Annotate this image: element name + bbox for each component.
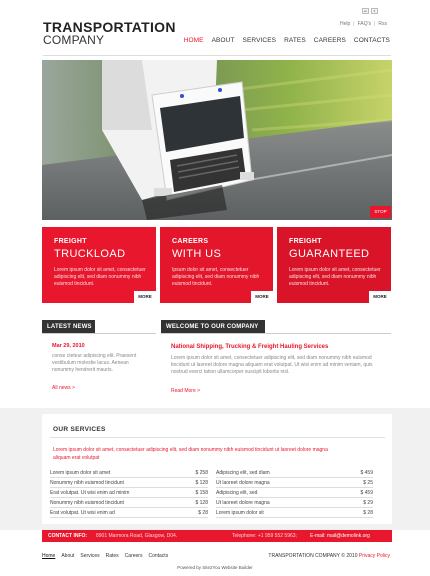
price-row (50, 498, 208, 508)
separator: | (353, 21, 355, 27)
promo-box-careers[interactable] (160, 227, 273, 303)
promo-kicker: CAREERS (172, 238, 209, 245)
promo-text: Ipsum dolor sit amet, consectetuer adipiscing elit, sed diam nonummy nibh euismod tincidunt. (172, 267, 260, 287)
powered-by[interactable]: Powered by Site2You Website Builder (177, 565, 253, 570)
service-price: $ 29 (363, 500, 373, 506)
news-date: Mar 29, 2010 (52, 343, 85, 349)
promo-kicker: FREIGHT (54, 238, 87, 245)
price-row (216, 508, 373, 518)
footer-home-link[interactable]: Home (42, 553, 56, 559)
header-divider (43, 55, 391, 56)
service-price: $ 459 (360, 470, 373, 476)
promo-text: Lorem ipsum dolor sit amet, consectetuer adipiscing elit, sed diam nonummy nibh euismod tincidunt. (54, 267, 146, 287)
promo-title: GUARANTEED (289, 248, 370, 260)
price-row (216, 468, 373, 478)
services-title: OUR SERVICES (53, 426, 106, 433)
separator: | (374, 21, 376, 27)
footer-copyright (268, 553, 390, 559)
hero-truck-image (42, 60, 392, 220)
promo-more-button[interactable]: MORE (251, 291, 273, 303)
nav-about[interactable]: ABOUT (211, 37, 235, 44)
service-name: Adipiscing elit, sed diam (216, 470, 270, 476)
service-price: $ 28 (363, 510, 373, 516)
nav-careers[interactable]: CAREERS (313, 37, 346, 44)
contact-label: CONTACT INFO: (48, 533, 88, 539)
service-price: $ 28 (198, 510, 208, 516)
lang-flag-fr[interactable]: fr (371, 8, 378, 14)
faq-link[interactable]: FAQ's (357, 21, 372, 27)
footer-rates-link[interactable]: Rates (105, 553, 119, 559)
service-name: Lorem ipsum dolor sit amet (50, 470, 111, 476)
services-intro: Lorem ipsum dolor sit amet, consectetuer adipiscing elit, sed diam nonummy nibh euismod tincidunt ut laoreet dolore magna aliquam erat volutpat (53, 447, 328, 461)
service-price: $ 128 (195, 480, 208, 486)
read-more-link[interactable]: Read More > (171, 388, 201, 394)
rss-link[interactable]: Rss (378, 21, 388, 27)
nav-home[interactable]: HOME (183, 37, 204, 44)
latest-news-tab: LATEST NEWS (42, 320, 95, 334)
price-row (216, 478, 373, 488)
price-row (50, 488, 208, 498)
promo-box-truckload[interactable] (42, 227, 156, 303)
nav-contacts[interactable]: CONTACTS (353, 37, 390, 44)
all-news-link[interactable]: All news > (52, 385, 75, 391)
footer-contacts-link[interactable]: Contacts (148, 553, 169, 559)
footer-about-link[interactable]: About (61, 553, 75, 559)
promo-title: WITH US (172, 248, 222, 260)
lang-flag-en[interactable]: en (363, 9, 368, 13)
hero-stop-button[interactable]: STOP (370, 206, 391, 218)
news-divider (42, 333, 156, 334)
brand-title-line2[interactable]: COMPANY (43, 33, 105, 47)
privacy-policy-link[interactable]: Privacy Policy (358, 553, 390, 559)
welcome-heading: National Shipping, Trucking & Freight Hauling Services (171, 344, 329, 350)
contact-info-bar (42, 530, 392, 542)
service-name: Nonummy nibh euismod tincidunt (50, 500, 124, 506)
service-name: Ut laoreet dolore magna (216, 480, 270, 486)
services-divider (50, 437, 385, 438)
nav-services[interactable]: SERVICES (242, 37, 277, 44)
service-price: $ 128 (195, 500, 208, 506)
service-name: Erat volutpat. Ut wisi enim ad minim (50, 490, 130, 496)
welcome-divider (161, 333, 391, 334)
service-price: $ 258 (195, 470, 208, 476)
footer-careers-link[interactable]: Careers (124, 553, 143, 559)
price-row (50, 468, 208, 478)
price-row (216, 498, 373, 508)
promo-text: Lorem ipsum dolor sit amet, consectetuer adipiscing elit, sed diam nonummy nibh euismod tincidunt. (289, 267, 381, 287)
promo-box-guaranteed[interactable] (277, 227, 391, 303)
contact-address: 8901 Marmora Road, Glasgow, D04. (96, 533, 178, 539)
service-name: Ut laoreet dolore magna (216, 500, 270, 506)
main-nav (184, 37, 390, 44)
promo-kicker: FREIGHT (289, 238, 322, 245)
welcome-text: Lorem ipsum dolor sit amet, consectetuer adipiscing elit, sed diam nonummy nibh euismod tincidunt ut laoreet dolore magna aliquam erat volutpat. Ut wisi enim ad minim veniam, quis nostrud exerci tation ullamcorper suscipit lobortis nisl. (171, 355, 373, 375)
service-name: Lorem ipsum dolor sit (216, 510, 264, 516)
contact-email-link[interactable]: E-mail: mail@demolink.org (310, 533, 370, 539)
copyright-text: TRANSPORTATION COMPANY © 2010 (268, 553, 358, 559)
footer-services-link[interactable]: Services (80, 553, 100, 559)
service-price: $ 158 (195, 490, 208, 496)
brand-title-line1[interactable]: TRANSPORTATION (43, 19, 176, 35)
price-row (50, 478, 208, 488)
price-row (50, 508, 208, 518)
service-price: $ 25 (363, 480, 373, 486)
welcome-tab: WELCOME TO OUR COMPANY (161, 320, 265, 334)
promo-more-button[interactable]: MORE (369, 291, 391, 303)
help-link[interactable]: Help (340, 21, 351, 27)
top-links (340, 21, 387, 27)
service-name: Nonummy nibh euismod tincidunt (50, 480, 124, 486)
promo-more-button[interactable]: MORE (134, 291, 156, 303)
price-row (216, 488, 373, 498)
nav-rates[interactable]: RATES (284, 37, 306, 44)
contact-telephone: Telephone: +1 959 552 5963; (232, 533, 297, 539)
news-text: conse cteteur adipiscing elit. Praesent vestibulum molestie lacus. Aenean nonummy hendrerit mauris. (52, 353, 137, 373)
service-name: Adipiscing elit, sed (216, 490, 258, 496)
footer-nav (42, 553, 168, 559)
service-name: Erat volutpat. Ut wisi enim ad (50, 510, 115, 516)
promo-title: TRUCKLOAD (54, 248, 126, 260)
service-price: $ 459 (360, 490, 373, 496)
